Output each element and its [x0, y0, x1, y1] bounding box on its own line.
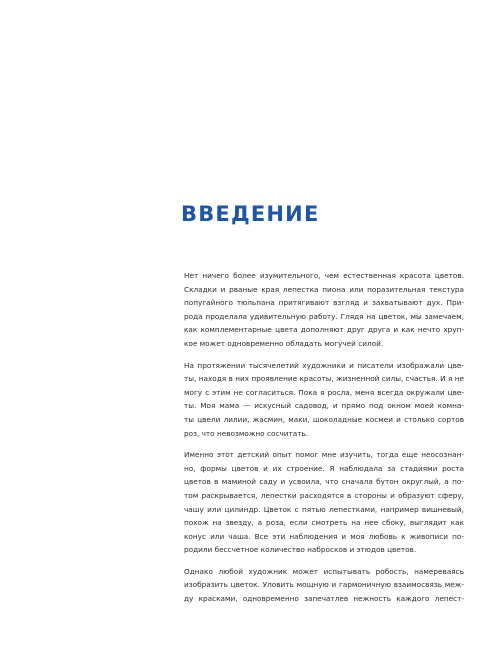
text-line: Однако любой художник может испытывать робость, намереваясь: [184, 566, 464, 576]
body-text: [184, 269, 464, 614]
text-line: чашу или цилиндр. Цветок с пятью лепестками, например вишневый,: [184, 504, 464, 514]
text-line: На протяжении тысячелетий художники и писатели изображали цве-: [184, 360, 464, 370]
paragraph-2: [184, 359, 464, 441]
text-line: Складки и рваные края лепестка пиона или поразительная текстура: [184, 284, 464, 294]
text-line: ты, находя в них проявление красоты, жизненной силы, счастья. И я не: [184, 374, 464, 384]
page-heading: ВВЕДЕНИЕ: [181, 202, 320, 226]
text-line: Именно этот детский опыт помог мне изучить, тогда еще неосознан-: [184, 450, 464, 460]
text-line: изобразить цветок. Уловить мощную и гармоничную взаимосвязь меж-: [184, 580, 464, 590]
text-line: том раскрывается, лепестки расходятся в стороны и образуют сферу,: [184, 490, 464, 500]
text-line: Нет ничего более изумительного, чем естественная красота цветов.: [184, 271, 464, 280]
text-line: родили бессчетное количество набросков и этюдов цветов.: [184, 545, 417, 555]
text-line: как комплементарные цвета дополняют друг друга и как нечто хруп-: [184, 325, 464, 335]
paragraph-3: [184, 448, 464, 557]
text-line: рода проделала удивительную работу. Глядя на цветок, мы замечаем,: [184, 311, 464, 321]
text-line: ду красками, одновременно запечатлев нежность каждого лепест-: [184, 594, 464, 604]
text-line: ты цвели лилии, жасмин, маки, шоколадные космеи и столько сортов: [184, 414, 464, 424]
paragraph-4: [184, 565, 464, 606]
text-line: кое может одновременно обладать могучей силой.: [184, 338, 384, 348]
text-line: цветов в маминой саду и усвоила, что сначала бутон округлый, а по-: [184, 477, 464, 487]
text-line: роз, что невозможно сосчитать.: [184, 428, 309, 438]
text-line: похож на звезду, а роза, если смотреть на нее сбоку, выглядит как: [184, 518, 464, 528]
text-line: ты. Моя мама — искусный садовод, и прямо под окном моей комна-: [184, 401, 464, 411]
text-line: могу с этим не согласиться. Пока я росла, меня всегда окружали цве-: [184, 387, 464, 397]
text-line: конус или чаша. Все эти наблюдения и моя любовь к живописи по-: [184, 531, 464, 541]
text-line: но, формы цветов и их строение. Я наблюдала за стадиями роста: [184, 463, 464, 473]
text-line: попугайного тюльпана притягивают взгляд и захватывают дух. При-: [184, 298, 464, 308]
paragraph-1: [184, 269, 464, 351]
